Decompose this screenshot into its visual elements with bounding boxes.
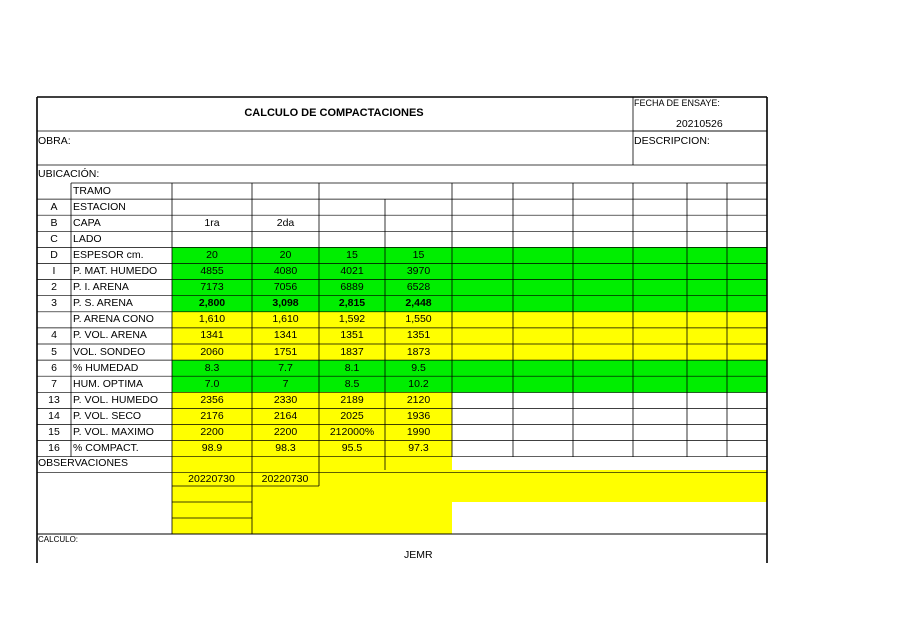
row-code: 4 — [51, 329, 57, 342]
observaciones-blank — [452, 457, 767, 470]
row-label: P. VOL. SECO — [73, 409, 142, 422]
row-value: 3970 — [406, 265, 431, 277]
row-value: 2330 — [273, 393, 298, 406]
row-value: 7.0 — [204, 377, 220, 390]
row-label: P. ARENA CONO — [73, 313, 154, 326]
row-value: 10.2 — [408, 377, 429, 390]
row-value: 2200 — [200, 426, 224, 438]
fecha-label: FECHA DE ENSAYE: — [634, 98, 720, 108]
row-value: 9.5 — [411, 361, 426, 374]
row-value: 8.3 — [204, 361, 220, 374]
row-code: 5 — [51, 345, 57, 358]
page-title: CALCULO DE COMPACTACIONES — [244, 107, 424, 119]
row-value: 7173 — [200, 281, 224, 294]
row-value: 1837 — [340, 345, 364, 358]
row-value: 2164 — [273, 409, 298, 422]
row-value: 7056 — [273, 281, 298, 294]
row-code: 14 — [48, 409, 60, 422]
row-value: 212000% — [329, 426, 375, 438]
row-label: CAPA — [73, 216, 101, 229]
row-value: 2060 — [200, 345, 224, 358]
row-value: 2356 — [200, 393, 224, 406]
row-value: 2120 — [406, 393, 431, 406]
row-value: 1936 — [406, 409, 431, 422]
row-code: D — [50, 248, 58, 261]
row-value: 2176 — [200, 409, 224, 422]
row-label: TRAMO — [73, 184, 111, 197]
row-code: 3 — [51, 297, 57, 310]
row-label: P. MAT. HUMEDO — [73, 265, 158, 277]
row-label: P. VOL. ARENA — [73, 329, 147, 342]
row-code: A — [50, 200, 58, 213]
row-label: P. S. ARENA — [73, 297, 133, 310]
row-value: 1341 — [273, 329, 298, 342]
row-value: 4855 — [200, 265, 224, 277]
row-value: 15 — [346, 248, 358, 261]
row-value: 1873 — [406, 345, 431, 358]
row-value: 2200 — [273, 426, 298, 438]
row-code: 15 — [48, 426, 60, 438]
row-value: 1751 — [273, 345, 298, 358]
observaciones-date-1: 20220730 — [188, 473, 235, 485]
row-value: 2025 — [340, 409, 364, 422]
row-value: 1351 — [406, 329, 431, 342]
row-value: 1,550 — [405, 313, 432, 326]
row-value: 6528 — [406, 281, 431, 294]
row-value: 1341 — [200, 329, 224, 342]
row-code: 2 — [51, 281, 57, 294]
row-value: 2,448 — [405, 297, 432, 310]
row-label: ESPESOR cm. — [73, 248, 144, 261]
observaciones-label: OBSERVACIONES — [38, 457, 129, 469]
row-code: B — [50, 216, 58, 229]
row-value: 98.9 — [201, 442, 223, 455]
row-label: P. VOL. MAXIMO — [73, 426, 154, 438]
row-code: 7 — [51, 377, 57, 390]
row-value: 20 — [279, 248, 292, 261]
row-value: 8.5 — [344, 377, 360, 390]
observaciones-fill — [172, 457, 452, 534]
ubicacion-label: UBICACIÓN: — [38, 168, 100, 180]
row-value: 97.3 — [408, 442, 429, 455]
calculo-label: CALCULO: — [38, 535, 79, 544]
row-value: 3,098 — [272, 297, 299, 310]
row-value: 1,592 — [338, 313, 366, 326]
row-value: 20 — [206, 248, 218, 261]
row-value: 2189 — [340, 393, 364, 406]
row-value: 98.3 — [275, 442, 296, 455]
row-code: 6 — [51, 361, 57, 374]
row-value: 4021 — [340, 265, 364, 277]
row-label: P. I. ARENA — [73, 281, 129, 294]
observaciones-date-2: 20220730 — [261, 473, 309, 485]
row-label: HUM. OPTIMA — [73, 377, 143, 390]
row-label: P. VOL. HUMEDO — [73, 393, 158, 406]
row-value: 1351 — [340, 329, 364, 342]
row-code: 16 — [48, 442, 60, 455]
row-value: 8.1 — [344, 361, 360, 374]
row-label: ESTACION — [73, 200, 126, 213]
row-value: 7 — [282, 377, 289, 390]
obra-label: OBRA: — [38, 135, 71, 147]
row-value: 15 — [412, 248, 425, 261]
row-value: 1ra — [204, 216, 220, 229]
row-code: I — [52, 265, 56, 277]
row-value: 1,610 — [198, 313, 226, 326]
calculo-value: JEMR — [404, 549, 433, 561]
row-value: 2da — [276, 216, 295, 229]
descripcion-label: DESCRIPCION: — [634, 135, 710, 147]
row-value: 6889 — [340, 281, 364, 294]
row-label: % COMPACT. — [73, 442, 139, 455]
row-value: 7.7 — [278, 361, 293, 374]
fecha-value: 20210526 — [676, 118, 723, 130]
row-value: 95.5 — [341, 442, 363, 455]
row-code: 13 — [48, 393, 60, 406]
row-label: % HUMEDAD — [73, 361, 139, 374]
row-value: 1990 — [406, 426, 431, 438]
row-value: 2,800 — [198, 297, 226, 310]
row-label: VOL. SONDEO — [73, 345, 146, 358]
row-value: 2,815 — [338, 297, 366, 310]
row-value: 4080 — [273, 265, 298, 277]
row-label: LADO — [73, 232, 102, 245]
row-code: C — [50, 232, 58, 245]
row-value: 1,610 — [272, 313, 299, 326]
